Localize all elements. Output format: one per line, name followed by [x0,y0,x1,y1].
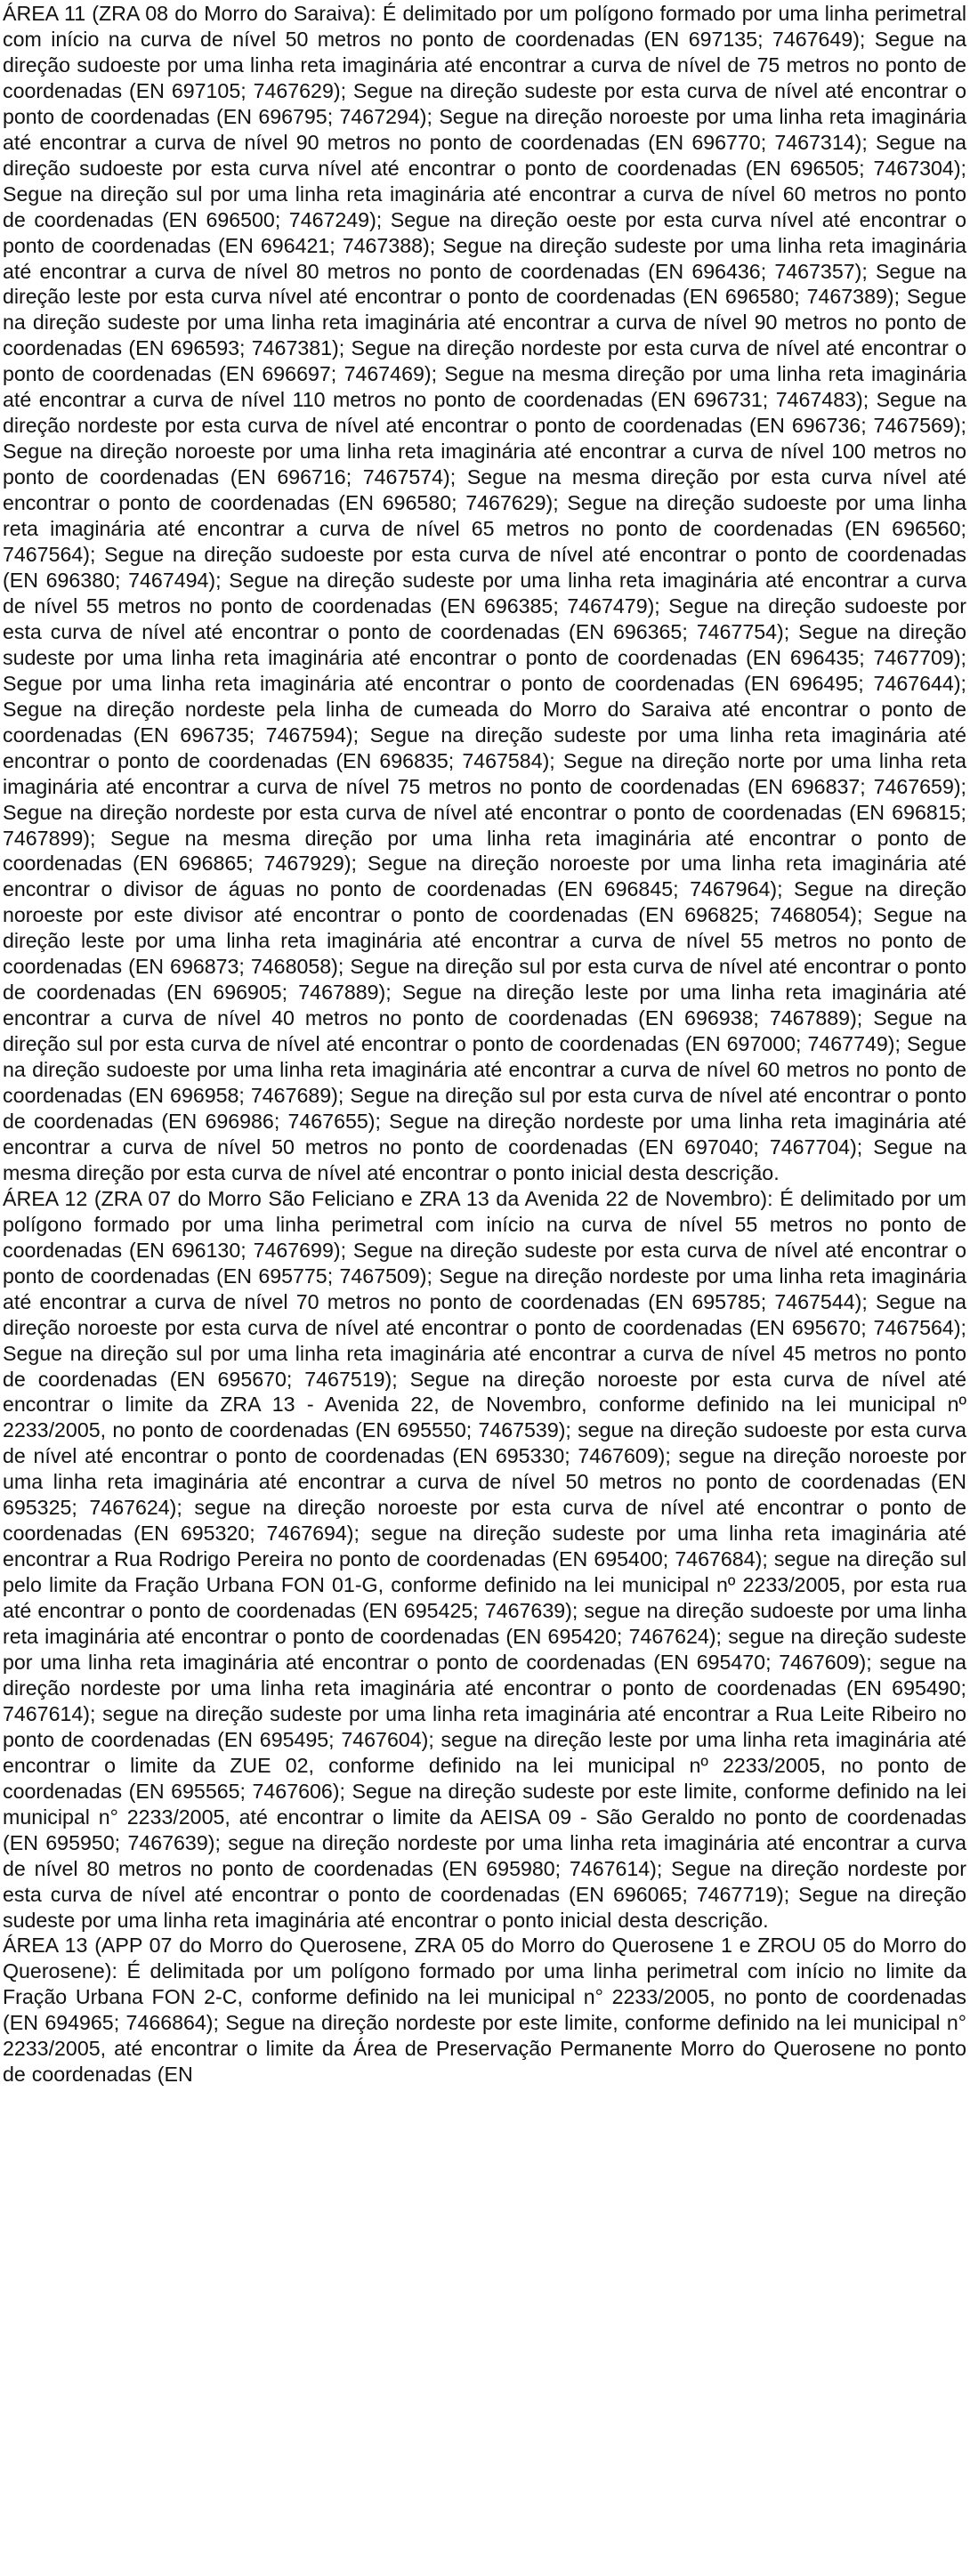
area-12-paragraph: ÁREA 12 (ZRA 07 do Morro São Feliciano e ZRA 13 da Avenida 22 de Novembro): É delimitado por um polígono formado por uma linha perimetral com início na curva de nível 55 metros no ponto de coordenadas (EN 696130; 7467699); Segue na direção sudeste por esta curva de nível até encontrar o ponto de coordenadas (EN 695775; 7467509); Segue na direção nordeste por uma linha reta imaginária até encontrar a curva de nível 70 metros no ponto de coordenadas (EN 695785; 7467544); Segue na direção noroeste por esta curva de nível até encontrar o ponto de coordenadas (EN 695670; 7467564); Segue na direção sul por uma linha reta imaginária até encontrar a curva de nível 45 metros no ponto de coordenadas (EN 695670; 7467519); Segue na direção noroeste por esta curva de nível até encontrar o limite da ZRA 13 - Avenida 22, de Novembro, conforme definido na lei municipal nº 2233/2005, no ponto de coordenadas (EN 695550; 7467539); segue na direção sudoeste por esta curva de nível até encontrar o ponto de coordenadas (EN 695330; 7467609); segue na direção noroeste por uma linha reta imaginária até encontrar a curva de nível 50 metros no ponto de coordenadas (EN 695325; 7467624); segue na direção noroeste por esta curva de nível até encontrar o ponto de coordenadas (EN 695320; 7467694); segue na direção sudeste por uma linha reta imaginária até encontrar a Rua Rodrigo Pereira no ponto de coordenadas (EN 695400; 7467684); segue na direção sul pelo limite da Fração Urbana FON 01-G, conforme definido na lei municipal nº 2233/2005, por esta rua até encontrar o ponto de coordenadas (EN 695425; 7467639); segue na direção sudoeste por uma linha reta imaginária até encontrar o ponto de coordenadas (EN 695420; 7467624); segue na direção sudeste por uma linha reta imaginária até encontrar o ponto de coordenadas (EN 695470; 7467609); segue na direção nordeste por uma linha reta imaginária até encontrar o ponto de coordenadas (EN 695490; 7467614); segue na direção sudeste por uma linha reta imaginária até encontrar a Rua Leite Ribeiro no ponto de coordenadas (EN 695495; 7467604); segue na direção leste por uma linha reta imaginária até encontrar o limite da ZUE 02, conforme definido na lei municipal nº 2233/2005, no ponto de coordenadas (EN 695565; 7467606); Segue na direção sudeste por este limite, conforme definido na lei municipal n° 2233/2005, até encontrar o limite da AEISA 09 - São Geraldo no ponto de coordenadas (EN 695950; 7467639); segue na direção nordeste por uma linha reta imaginária até encontrar a curva de nível 80 metros no ponto de coordenadas (EN 695980; 7467614); Segue na direção nordeste por esta curva de nível até encontrar o ponto de coordenadas (EN 696065; 7467719); Segue na direção sudeste por uma linha reta imaginária até encontrar o ponto inicial desta descrição. [3,1186,966,1932]
area-11-paragraph: ÁREA 11 (ZRA 08 do Morro do Saraiva): É delimitado por um polígono formado por uma linha perimetral com início na curva de nível 50 metros no ponto de coordenadas (EN 697135; 7467649); Segue na direção sudoeste por uma linha reta imaginária até encontrar a curva de nível de 75 metros no ponto de coordenadas (EN 697105; 7467629); Segue na direção sudeste por esta curva de nível até encontrar o ponto de coordenadas (EN 696795; 7467294); Segue na direção noroeste por uma linha reta imaginária até encontrar a curva de nível 90 metros no ponto de coordenadas (EN 696770; 7467314); Segue na direção sudoeste por esta curva nível até encontrar o ponto de coordenadas (EN 696505; 7467304); Segue na direção sul por uma linha reta imaginária até encontrar a curva de nível 60 metros no ponto de coordenadas (EN 696500; 7467249); Segue na direção oeste por esta curva nível até encontrar o ponto de coordenadas (EN 696421; 7467388); Segue na direção sudeste por uma linha reta imaginária até encontrar a curva de nível 80 metros no ponto de coordenadas (EN 696436; 7467357); Segue na direção leste por esta curva nível até encontrar o ponto de coordenadas (EN 696580; 7467389); Segue na direção sudeste por uma linha reta imaginária até encontrar a curva de nível 90 metros no ponto de coordenadas (EN 696593; 7467381); Segue na direção nordeste por esta curva de nível até encontrar o ponto de coordenadas (EN 696697; 7467469); Segue na mesma direção por uma linha reta imaginária até encontrar a curva de nível 110 metros no ponto de coordenadas (EN 696731; 7467483); Segue na direção nordeste por esta curva de nível até encontrar o ponto de coordenadas (EN 696736; 7467569); Segue na direção noroeste por uma linha reta imaginária até encontrar a curva de nível 100 metros no ponto de coordenadas (EN 696716; 7467574); Segue na mesma direção por esta curva nível até encontrar o ponto de coordenadas (EN 696580; 7467629); Segue na direção sudoeste por uma linha reta imaginária até encontrar a curva de nível 65 metros no ponto de coordenadas (EN 696560; 7467564); Segue na direção sudoeste por esta curva de nível até encontrar o ponto de coordenadas (EN 696380; 7467494); Segue na direção sudeste por uma linha reta imaginária até encontrar a curva de nível 55 metros no ponto de coordenadas (EN 696385; 7467479); Segue na direção sudoeste por esta curva de nível até encontrar o ponto de coordenadas (EN 696365; 7467754); Segue na direção sudeste por uma linha reta imaginária até encontrar o ponto de coordenadas (EN 696435; 7467709); Segue por uma linha reta imaginária até encontrar o ponto de coordenadas (EN 696495; 7467644); Segue na direção nordeste pela linha de cumeada do Morro do Saraiva até encontrar o ponto de coordenadas (EN 696735; 7467594); Segue na direção sudeste por uma linha reta imaginária até encontrar o ponto de coordenadas (EN 696835; 7467584); Segue na direção norte por uma linha reta imaginária até encontrar a curva de nível 75 metros no ponto de coordenadas (EN 696837; 7467659); Segue na direção nordeste por esta curva de nível até encontrar o ponto de coordenadas (EN 696815; 7467899); Segue na mesma direção por uma linha reta imaginária até encontrar o ponto de coordenadas (EN 696865; 7467929); Segue na direção noroeste por uma linha reta imaginária até encontrar o divisor de águas no ponto de coordenadas (EN 696845; 7467964); Segue na direção noroeste por este divisor até encontrar o ponto de coordenadas (EN 696825; 7468054); Segue na direção leste por uma linha reta imaginária até encontrar a curva de nível 55 metros no ponto de coordenadas (EN 696873; 7468058); Segue na direção sul por esta curva de nível até encontrar o ponto de coordenadas (EN 696905; 7467889); Segue na direção leste por uma linha reta imaginária até encontrar a curva de nível 40 metros no ponto de coordenadas (EN 696938; 7467889); Segue na direção sul por esta curva de nível até encontrar o ponto de coordenadas (EN 697000; 7467749); Segue na direção sudoeste por uma linha reta imaginária até encontrar a curva de nível 60 metros no ponto de coordenadas (EN 696958; 7467689); Segue na direção sul por esta curva de nível até encontrar o ponto de coordenadas (EN 696986; 7467655); Segue na direção nordeste por uma linha reta imaginária até encontrar a curva de nível 50 metros no ponto de coordenadas (EN 697040; 7467704); Segue na mesma direção por esta curva de nível até encontrar o ponto inicial desta descrição. [3,2,966,1184]
area-13-paragraph: ÁREA 13 (APP 07 do Morro do Querosene, ZRA 05 do Morro do Querosene 1 e ZROU 05 do Morro do Querosene): É delimitada por um polígono formado por uma linha perimetral com início no limite da Fração Urbana FON 2-C, conforme definido na lei municipal n° 2233/2005, no ponto de coordenadas (EN 694965; 7466864); Segue na direção nordeste por este limite, conforme definido na lei municipal n° 2233/2005, até encontrar o limite da Área de Preservação Permanente Morro do Querosene no ponto de coordenadas (EN [3,1934,966,2087]
